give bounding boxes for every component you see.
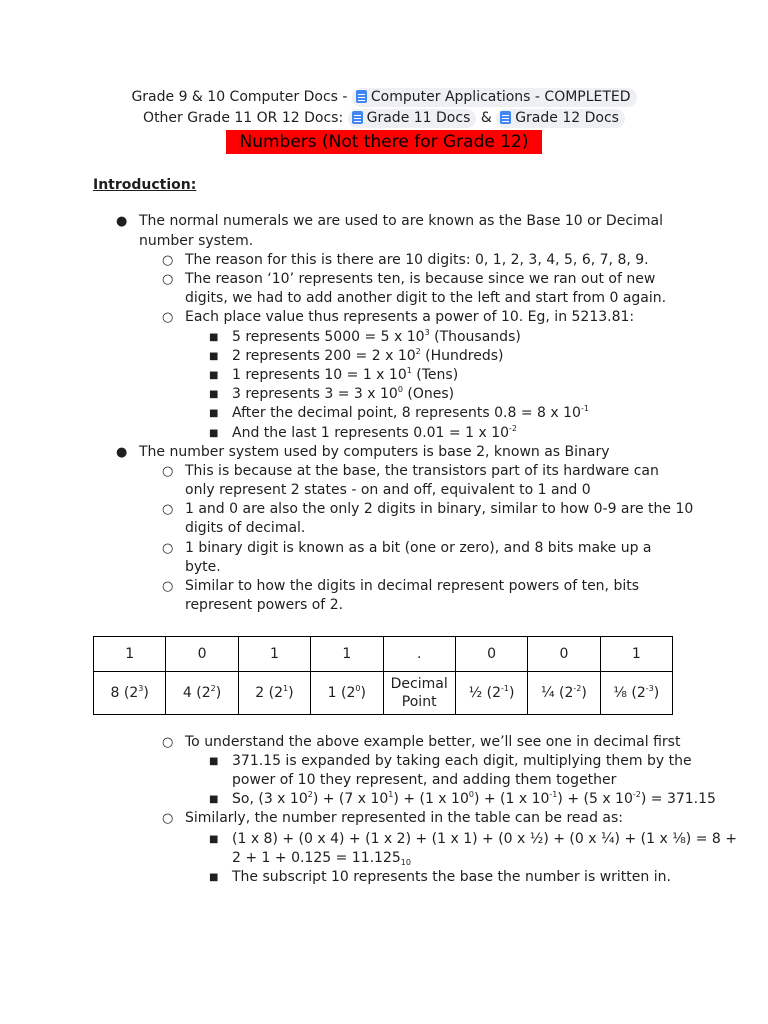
bullet-expansion-line-1: 371.15 is expanded by taking each digit, multiplying them by the [232, 753, 692, 769]
square-bullet: ■ [209, 351, 219, 362]
bullet-ten-reason-line-1: The reason ‘10’ represents ten, is because since we ran out of new [185, 271, 656, 287]
table-cell: ½ $(2^{-1})$ [455, 672, 527, 715]
table-cell: 0 [455, 637, 527, 672]
bullet-expansion-line-2: power of 10 they represent, and adding them together [232, 772, 617, 788]
bullet-decimal-intro-line-2: number system. [139, 233, 254, 249]
computer-applications-link-label: Computer Applications - COMPLETED [370, 89, 631, 105]
bullet-binary-expansion-line-1: (1 x 8) + (0 x 4) + (1 x 2) + (1 x 1) + (0 x ½) + (0 x ¼) + (1 x ⅛) = 8 + [232, 831, 737, 847]
grade-12-docs-link-label: Grade 12 Docs [515, 110, 619, 126]
grade-11-docs-link-label: Grade 11 Docs [366, 110, 471, 126]
square-bullet: ■ [209, 834, 219, 845]
circle-bullet: ○ [162, 579, 174, 594]
grade-12-docs-link-chip[interactable] [496, 109, 625, 128]
place-value-hundredths: And the last 1 represents 0.01 = 1 x $10^{-2}$ [232, 424, 517, 441]
bullet-binary-intro: The number system used by computers is base 2, known as Binary [139, 444, 610, 460]
google-docs-icon [352, 111, 363, 124]
circle-bullet: ○ [162, 541, 174, 556]
circle-bullet: ○ [162, 253, 174, 268]
table-cell: 8 $(2^3)$ [94, 672, 166, 715]
place-value-ones: 3 represents 3 = 3 x $10^0$ (Ones) [232, 385, 455, 402]
table-cell: 1 $(2^0)$ [311, 672, 383, 715]
bullet-powers-of-two-line-2: represent powers of 2. [185, 597, 344, 613]
bullet-transistors-line-2: only represent 2 states - on and off, equivalent to 1 and 0 [185, 482, 591, 498]
bullet-decimal-example: To understand the above example better, we’ll see one in decimal first [185, 734, 681, 750]
bullet-transistors-line-1: This is because at the base, the transistors part of its hardware can [185, 463, 659, 479]
grade-11-docs-link-chip[interactable] [348, 109, 477, 128]
bullet-bit-byte-line-2: byte. [185, 559, 221, 575]
table-row-place-values [94, 672, 673, 715]
header-line-2 [0, 108, 768, 128]
bullet-ten-digits: The reason for this is there are 10 digits: 0, 1, 2, 3, 4, 5, 6, 7, 8, 9. [185, 252, 649, 268]
square-bullet: ■ [209, 756, 219, 767]
square-bullet: ■ [209, 794, 219, 805]
circle-bullet: ○ [162, 310, 174, 325]
table-cell: 2 $(2^1)$ [238, 672, 310, 715]
square-bullet: ■ [209, 389, 219, 400]
google-docs-icon [356, 90, 367, 103]
bullet-bit-byte-line-1: 1 binary digit is known as a bit (one or zero), and 8 bits make up a [185, 540, 652, 556]
circle-bullet: ○ [162, 811, 174, 826]
bullet-table-reading: Similarly, the number represented in the table can be read as: [185, 810, 624, 826]
header-line-1-prefix: Grade 9 & 10 Computer Docs - [131, 89, 348, 105]
table-cell: ⅛ $(2^{-3})$ [600, 672, 672, 715]
table-cell: 1 [94, 637, 166, 672]
circle-bullet: ○ [162, 502, 174, 517]
table-cell: 0 [166, 637, 238, 672]
square-bullet: ■ [209, 872, 219, 883]
table-cell: 0 [528, 637, 600, 672]
square-bullet: ■ [209, 332, 219, 343]
table-cell: 4 $(2^2)$ [166, 672, 238, 715]
bullet-subscript-note: The subscript 10 represents the base the number is written in. [232, 869, 671, 885]
section-heading: Introduction: [93, 177, 197, 193]
square-bullet: ■ [209, 370, 219, 381]
bullet-powers-of-two-line-1: Similar to how the digits in decimal represent powers of ten, bits [185, 578, 640, 594]
circle-bullet: ○ [162, 464, 174, 479]
disc-bullet: ● [116, 445, 128, 460]
square-bullet: ■ [209, 428, 219, 439]
bullet-ten-reason-line-2: digits, we had to add another digit to the left and start from 0 again. [185, 290, 667, 306]
binary-place-value-table [93, 636, 673, 715]
bullet-binary-digits-line-1: 1 and 0 are also the only 2 digits in binary, similar to how 0-9 are the 10 [185, 501, 694, 517]
circle-bullet: ○ [162, 272, 174, 287]
table-cell: Decimal Point [383, 672, 455, 715]
place-value-tenths: After the decimal point, 8 represents 0.8 = 8 x $10^{-1}$ [232, 404, 589, 421]
header-line-1 [0, 87, 768, 107]
bullet-binary-digits-line-2: digits of decimal. [185, 520, 306, 536]
header-line-2-prefix: Other Grade 11 OR 12 Docs: [143, 110, 344, 126]
bullet-decimal-expansion-formula: So, (3 x $10^2) + (7$ x $10^1) + (1$ x $10^0) + (1$ x $10^{-1}) + (5$ x $10^{-2}) = 371.15$ [232, 790, 716, 807]
place-value-tens: 1 represents 10 = 1 x $10^1$ (Tens) [232, 366, 459, 383]
place-value-thousands: 5 represents 5000 = 5 x $10^3$ (Thousands) [232, 328, 521, 345]
table-cell: 1 [238, 637, 310, 672]
disc-bullet: ● [116, 214, 128, 229]
square-bullet: ■ [209, 408, 219, 419]
bullet-place-value: Each place value thus represents a power of 10. Eg, in 5213.81: [185, 309, 635, 325]
place-value-hundreds: 2 represents 200 = 2 x $10^2$ (Hundreds) [232, 347, 504, 364]
bullet-decimal-intro-line-1: The normal numerals we are used to are known as the Base 10 or Decimal [139, 213, 664, 229]
table-cell: 1 [311, 637, 383, 672]
ampersand: & [480, 110, 492, 126]
table-cell: 1 [600, 637, 672, 672]
computer-applications-link-chip[interactable] [352, 88, 637, 107]
table-cell: ¼ $(2^{-2})$ [528, 672, 600, 715]
page-title: Numbers (Not there for Grade 12) [226, 130, 542, 154]
table-row-bits [94, 637, 673, 672]
bullet-binary-expansion-line-2: $2 + 1 + 0.125 = 11.125_{10}$ [232, 850, 411, 867]
google-docs-icon [500, 111, 511, 124]
circle-bullet: ○ [162, 735, 174, 750]
table-cell: . [383, 637, 455, 672]
